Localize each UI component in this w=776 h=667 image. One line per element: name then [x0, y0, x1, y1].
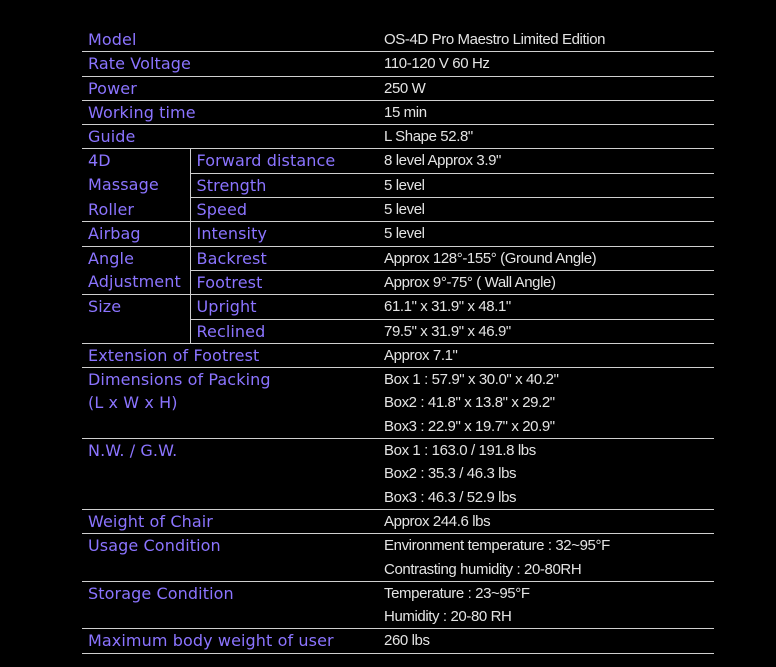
spec-value: Environment temperature : 32~95°F [384, 537, 610, 555]
group-label-line-1: Angle [88, 248, 135, 268]
spec-row-max-weight [82, 629, 714, 653]
spec-row-usage-1 [82, 534, 714, 558]
spec-row-strength [82, 173, 714, 197]
spec-value: OS-4D Pro Maestro Limited Edition [378, 28, 714, 52]
spec-row-footrest [82, 270, 714, 294]
spec-sheet [82, 28, 714, 654]
spec-value: Box3 : 22.9" x 19.7" x 20.9" [378, 415, 714, 439]
spec-value: Contrasting humidity : 20-80RH [378, 558, 714, 582]
spec-row-packing-box3 [82, 415, 714, 439]
spec-value: Box3 : 46.3 / 52.9 lbs [378, 486, 714, 510]
spec-value: 61.1" x 31.9" x 48.1" [378, 295, 714, 319]
group-label-line-3: Roller [82, 198, 190, 222]
spec-row-packing-box2 [82, 391, 714, 414]
spec-sub-label: Upright [190, 295, 378, 319]
spec-row-chair-weight [82, 509, 714, 533]
spec-value: Temperature : 23~95°F [384, 584, 530, 602]
spec-label: Airbag [82, 222, 190, 246]
spec-label: Weight of Chair [82, 509, 378, 533]
spec-label: Model [82, 28, 378, 52]
spec-row-storage-1 [82, 581, 714, 605]
group-label-line-2: Adjustment [82, 270, 190, 294]
spec-row-extension [82, 343, 714, 367]
spec-row-backrest [82, 246, 714, 270]
spec-value: 5 level [378, 222, 714, 246]
spec-sub-label: Speed [190, 198, 378, 222]
spec-value: 110-120 V 60 Hz [378, 52, 714, 76]
spec-row-guide [82, 125, 714, 149]
spec-value: Approx 7.1" [378, 343, 714, 367]
group-label-line-2: Massage [88, 175, 159, 195]
spec-label: Working time [82, 100, 378, 124]
spec-row-working-time [82, 100, 714, 124]
spec-label-spacer [82, 558, 378, 582]
spec-row-storage-2 [82, 605, 714, 629]
spec-value: 8 level Approx 3.9" [378, 149, 714, 173]
spec-row-packing-box1 [82, 368, 714, 392]
spec-sub-label: Strength [190, 173, 378, 197]
spec-label: Guide [82, 125, 378, 149]
spec-value: Approx 244.6 lbs [378, 509, 714, 533]
spec-sub-label: Backrest [190, 246, 378, 270]
spec-row-speed [82, 198, 714, 222]
spec-row-power [82, 76, 714, 100]
spec-label-spacer [82, 319, 190, 343]
spec-value: Box 1 : 163.0 / 191.8 lbs [384, 442, 536, 460]
spec-value: 5 level [378, 198, 714, 222]
spec-row-usage-2 [82, 558, 714, 582]
spec-value: L Shape 52.8" [378, 125, 714, 149]
spec-value: Humidity : 20-80 RH [378, 605, 714, 629]
spec-value: Box2 : 41.8" x 13.8" x 29.2" [384, 394, 555, 412]
spec-table [82, 28, 714, 654]
spec-sub-label: Reclined [190, 319, 378, 343]
spec-row-reclined [82, 319, 714, 343]
spec-value: Approx 9°-75° ( Wall Angle) [378, 270, 714, 294]
spec-label: Usage Condition [88, 536, 221, 556]
spec-label-spacer [82, 486, 378, 510]
group-label-line-1: 4D [88, 151, 111, 171]
spec-label: Maximum body weight of user [82, 629, 378, 653]
spec-value: Box2 : 35.3 / 46.3 lbs [384, 465, 517, 483]
spec-label: Size [88, 297, 122, 317]
spec-value: Approx 128°-155° (Ground Angle) [378, 246, 714, 270]
spec-value: 260 lbs [378, 629, 714, 653]
spec-row-forward-distance [82, 149, 714, 173]
spec-row-upright [82, 295, 714, 319]
spec-sub-label: Intensity [190, 222, 378, 246]
spec-value: 15 min [378, 100, 714, 124]
spec-label: Dimensions of Packing [88, 370, 271, 390]
spec-label: Rate Voltage [82, 52, 378, 76]
spec-label-spacer [82, 605, 378, 629]
spec-label-spacer [82, 415, 378, 439]
spec-row-weight-box2 [82, 462, 714, 485]
spec-label: Power [82, 76, 378, 100]
spec-row-airbag [82, 222, 714, 246]
spec-value: 5 level [378, 173, 714, 197]
spec-label-spacer [82, 462, 378, 485]
spec-label: (L x W x H) [88, 393, 178, 413]
spec-value: 79.5" x 31.9" x 46.9" [378, 319, 714, 343]
spec-sub-label: Footrest [190, 270, 378, 294]
spec-label: N.W. / G.W. [88, 441, 178, 461]
spec-row-weight-box1 [82, 439, 714, 463]
spec-row-rate-voltage [82, 52, 714, 76]
spec-sub-label: Forward distance [190, 149, 378, 173]
spec-label: Storage Condition [88, 583, 234, 603]
spec-value: 250 W [378, 76, 714, 100]
spec-value: Box 1 : 57.9" x 30.0" x 40.2" [384, 371, 559, 389]
spec-row-model [82, 28, 714, 52]
spec-row-weight-box3 [82, 486, 714, 510]
spec-label: Extension of Footrest [82, 343, 378, 367]
